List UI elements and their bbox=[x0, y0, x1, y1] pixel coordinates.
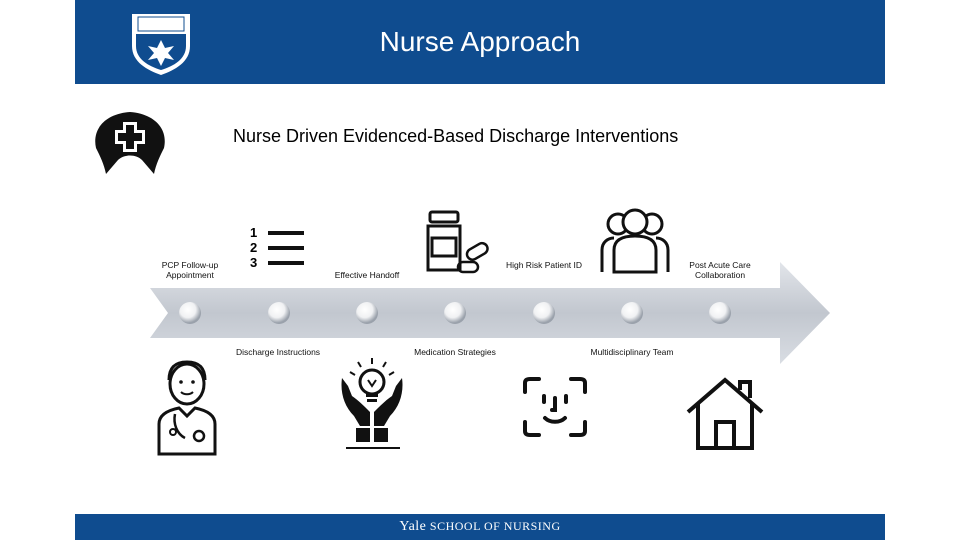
timeline-dot bbox=[444, 302, 466, 324]
list-number: 1 bbox=[250, 225, 258, 240]
footer-school: SCHOOL OF NURSING bbox=[429, 519, 561, 533]
list-number: 3 bbox=[250, 255, 258, 270]
page-title: Nurse Approach bbox=[379, 26, 581, 57]
house-icon bbox=[684, 376, 766, 452]
numbered-list-icon bbox=[250, 226, 306, 272]
list-number: 2 bbox=[250, 240, 258, 255]
timeline-dot bbox=[268, 302, 290, 324]
timeline-dot bbox=[179, 302, 201, 324]
medicine-bottle-icon bbox=[420, 210, 492, 276]
label-multidisciplinary-team: Multidisciplinary Team bbox=[590, 347, 674, 357]
label-medication-strategies: Medication Strategies bbox=[414, 347, 496, 357]
footer-yale: Yale bbox=[399, 519, 427, 534]
label-discharge-instructions: Discharge Instructions bbox=[235, 347, 321, 357]
footer-brand bbox=[75, 519, 885, 535]
subtitle: Nurse Driven Evidenced-Based Discharge Interventions bbox=[233, 126, 679, 146]
footer-bar bbox=[75, 514, 885, 540]
lightbulb-hands-icon bbox=[338, 356, 406, 452]
team-icon bbox=[598, 208, 672, 276]
timeline-dot bbox=[621, 302, 643, 324]
timeline-dot bbox=[709, 302, 731, 324]
label-effective-handoff: Effective Handoff bbox=[334, 270, 400, 280]
label-high-risk-patient: High Risk Patient ID bbox=[505, 260, 583, 270]
timeline-dot bbox=[533, 302, 555, 324]
label-post-acute-care: Post Acute Care Collaboration bbox=[689, 260, 751, 280]
face-id-icon bbox=[522, 376, 588, 438]
label-pcp-follow-up: PCP Follow-up Appointment bbox=[161, 260, 219, 280]
timeline-dot bbox=[356, 302, 378, 324]
doctor-icon bbox=[155, 358, 219, 456]
